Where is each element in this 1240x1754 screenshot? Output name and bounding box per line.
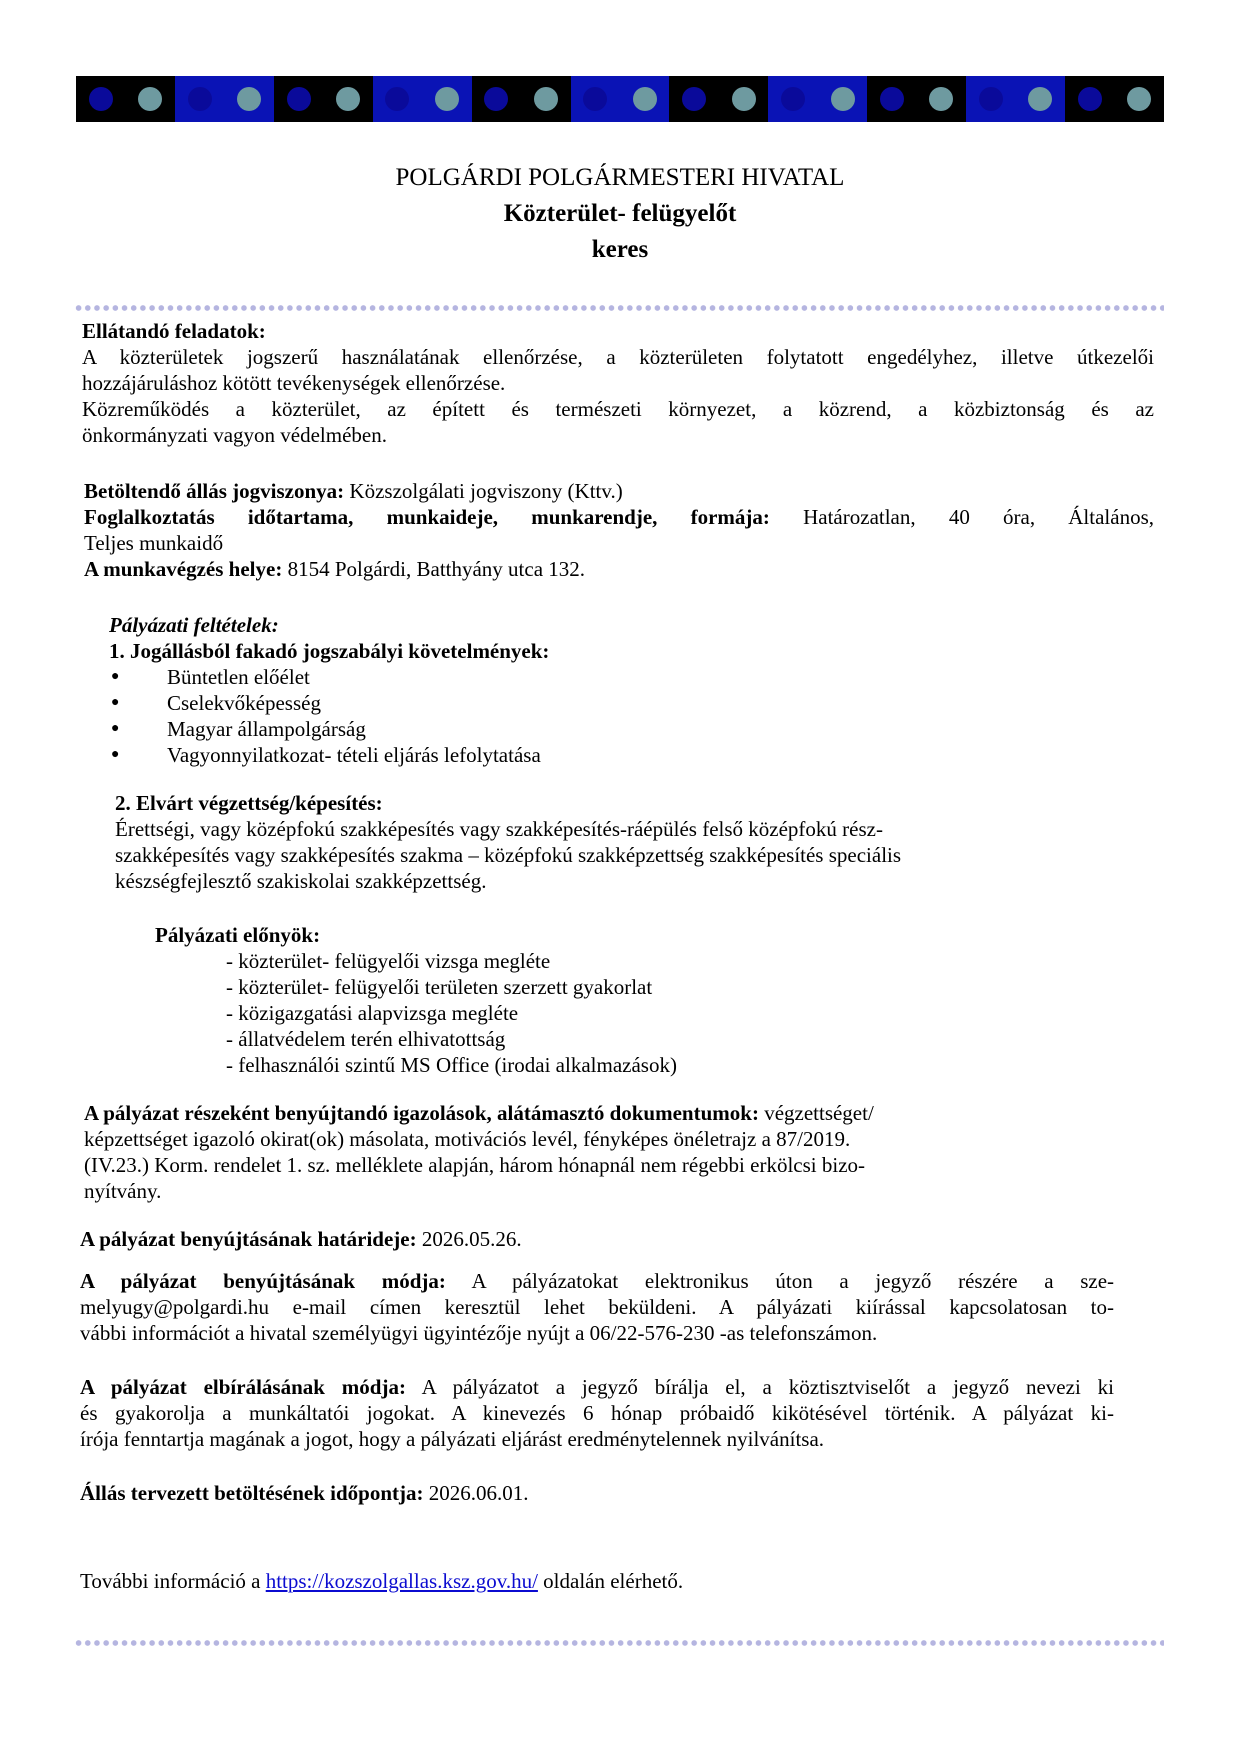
banner-cell: [1115, 76, 1164, 122]
banner-dot: [385, 87, 409, 111]
start-date-label: Állás tervezett betöltésének időpontja:: [80, 1481, 424, 1505]
banner-cell: [422, 76, 471, 122]
bullet-icon: ●: [111, 669, 120, 684]
documents-section: [84, 1100, 1084, 1204]
workplace-row: [84, 556, 1154, 582]
list-item-text: Magyar állampolgárság: [167, 717, 366, 741]
banner-cell: [571, 76, 620, 122]
banner-cell: [966, 76, 1015, 122]
advantage-item: - közterület- felügyelői vizsga megléte: [226, 949, 551, 973]
legal-requirements-heading: 1. Jogállásból fakadó jogszabályi követelmények:: [109, 639, 550, 663]
education-heading: 2. Elvárt végzettség/képesítés:: [115, 791, 383, 815]
banner-cell: [1065, 76, 1114, 122]
banner-dot: [1078, 87, 1102, 111]
banner-dot: [929, 87, 953, 111]
conditions-section: [109, 612, 1109, 768]
evaluation-label: A pályázat elbírálásának módja:: [80, 1375, 406, 1399]
banner-dot: [1028, 87, 1052, 111]
evaluation-section: [80, 1374, 1114, 1452]
advantage-item: - közigazgatási alapvizsga megléte: [226, 1001, 519, 1025]
documents-line: nyítvány.: [84, 1179, 162, 1203]
legal-requirements-list: [109, 664, 1109, 768]
more-info-row: [80, 1568, 1080, 1594]
legal-relationship-value: Közszolgálati jogviszony (Kttv.): [349, 479, 623, 503]
tasks-line: A közterületek jogszerű használatának ellenőrzése, a közterületen folytatott engedélyhez, illetve útkezelői: [82, 345, 1154, 369]
advantages-list: [155, 948, 1055, 1078]
banner-dot: [287, 87, 311, 111]
tasks-heading: Ellátandó feladatok:: [82, 319, 266, 343]
tasks-line: Közreműködés a közterület, az épített és természeti környezet, a közrend, a közbiztonság és az: [82, 397, 1154, 421]
duration-value: Határozatlan, 40 óra, Általános,: [803, 505, 1154, 529]
banner-cell: [274, 76, 323, 122]
start-date-value: 2026.06.01.: [423, 1481, 529, 1505]
banner-cell: [818, 76, 867, 122]
education-line: készségfejlesztő szakiskolai szakképzettség.: [115, 869, 487, 893]
more-info-prefix: További információ a: [80, 1569, 266, 1593]
header-verb: keres: [591, 236, 649, 263]
list-item: [109, 664, 1109, 690]
banner-dot: [880, 87, 904, 111]
banner-cell: [768, 76, 817, 122]
list-item: [109, 716, 1109, 742]
list-item-text: Büntetlen előélet: [167, 665, 310, 689]
documents-value: végzettséget/: [758, 1101, 874, 1125]
legal-relationship-label: Betöltendő állás jogviszonya:: [84, 479, 345, 503]
banner-dot: [633, 87, 657, 111]
banner-dot: [138, 87, 162, 111]
documents-label: A pályázat részeként benyújtandó igazolások, alátámasztó dokumentumok:: [84, 1101, 759, 1125]
banner-dot: [781, 87, 805, 111]
deadline-label: A pályázat benyújtásának határideje:: [80, 1227, 417, 1251]
kozszolgallas-link[interactable]: https://kozszolgallas.ksz.gov.hu/: [265, 1569, 538, 1593]
list-item: [109, 742, 1109, 768]
evaluation-row: [80, 1374, 1114, 1400]
list-item-text: Cselekvőképesség: [167, 691, 321, 715]
advantage-item: - felhasználói szintű MS Office (irodai alkalmazások): [226, 1053, 677, 1077]
banner-cell: [125, 76, 174, 122]
legal-relationship-row: [84, 478, 1154, 504]
start-date-section: [80, 1480, 1080, 1506]
decorative-dot-banner: [76, 76, 1164, 122]
banner-cell: [719, 76, 768, 122]
list-item-text: Vagyonnyilatkozat- tételi eljárás lefolytatása: [167, 743, 541, 767]
advantage-item: - közterület- felügyelői területen szerzett gyakorlat: [226, 975, 653, 999]
banner-dot: [336, 87, 360, 111]
banner-dot: [89, 87, 113, 111]
banner-cell: [472, 76, 521, 122]
bullet-icon: ●: [111, 695, 120, 710]
deadline-value: 2026.05.26.: [416, 1227, 522, 1251]
banner-dot: [534, 87, 558, 111]
banner-cell: [620, 76, 669, 122]
banner-dot: [237, 87, 261, 111]
advantage-item: - állatvédelem terén elhivatottság: [226, 1027, 506, 1051]
more-info-suffix: oldalán elérhető.: [537, 1569, 684, 1593]
banner-cell: [669, 76, 718, 122]
banner-dot: [831, 87, 855, 111]
workplace-value: 8154 Polgárdi, Batthyány utca 132.: [287, 557, 586, 581]
banner-dot: [1127, 87, 1151, 111]
evaluation-line: írója fenntartja magának a jogot, hogy a pályázati eljárást eredménytelennek nyilvánítsa.: [80, 1427, 825, 1451]
banner-dot: [979, 87, 1003, 111]
banner-dot: [435, 87, 459, 111]
banner-cell: [867, 76, 916, 122]
banner-cell: [1016, 76, 1065, 122]
banner-cell: [323, 76, 372, 122]
banner-cell: [76, 76, 125, 122]
banner-dot: [188, 87, 212, 111]
evaluation-line: és gyakorolja a munkáltatói jogokat. A kinevezés 6 hónap próbaidő kikötésével történik. A pályázat ki-: [80, 1401, 1114, 1425]
bullet-icon: ●: [111, 721, 120, 736]
submission-value: A pályázatokat elektronikus úton a jegyző részére a sze-: [445, 1269, 1115, 1293]
submission-line: melyugy@polgardi.hu e-mail címen keresztül lehet beküldeni. A pályázati kiírással kapcsolatosan to-: [80, 1295, 1114, 1319]
dotted-divider-top: [74, 305, 1164, 311]
submission-line: vábbi információt a hivatal személyügyi ügyintézője nyújt a 06/22-576-230 -as telefonszámon.: [80, 1321, 878, 1345]
deadline-section: [80, 1226, 1080, 1252]
tasks-section: [82, 318, 1154, 448]
duration-value-continued: Teljes munkaidő: [84, 531, 224, 555]
position-title: Közterület- felügyelőt: [503, 200, 737, 227]
more-info-section: [80, 1568, 1080, 1594]
documents-row: [84, 1100, 1084, 1126]
banner-cell: [917, 76, 966, 122]
banner-dot: [732, 87, 756, 111]
banner-dot: [583, 87, 607, 111]
banner-cell: [373, 76, 422, 122]
conditions-heading: Pályázati feltételek:: [109, 613, 279, 637]
workplace-label: A munkavégzés helye:: [84, 557, 283, 581]
tasks-line: hozzájáruláshoz kötött tevékenységek ellenőrzése.: [82, 371, 506, 395]
banner-dot: [682, 87, 706, 111]
banner-cell: [224, 76, 273, 122]
dotted-divider-bottom: [74, 1640, 1164, 1646]
deadline-row: [80, 1226, 1080, 1252]
employment-section: [84, 478, 1154, 582]
list-item: [109, 690, 1109, 716]
banner-cell: [521, 76, 570, 122]
submission-label: A pályázat benyújtásának módja:: [80, 1269, 446, 1293]
start-date-row: [80, 1480, 1080, 1506]
advantages-heading: Pályázati előnyök:: [155, 923, 321, 947]
banner-cell: [175, 76, 224, 122]
evaluation-value: A pályázatot a jegyző bírálja el, a köztisztviselőt a jegyző nevezi ki: [405, 1375, 1114, 1399]
banner-dot: [484, 87, 508, 111]
education-line: Érettségi, vagy középfokú szakképesítés vagy szakképesítés-ráépülés felső középfokú rész-: [115, 817, 883, 841]
documents-line: (IV.23.) Korm. rendelet 1. sz. melléklete alapján, három hónapnál nem régebbi erkölcsi bizo-: [84, 1153, 866, 1177]
education-line: szakképesítés vagy szakképesítés szakma – középfokú szakképzettség szakképesítés speciális: [115, 843, 902, 867]
duration-label: Foglalkoztatás időtartama, munkaideje, munkarendje, formája:: [84, 505, 770, 529]
submission-row: [80, 1268, 1114, 1294]
bullet-icon: ●: [111, 747, 120, 762]
duration-row: [84, 504, 1154, 530]
advantages-section: [155, 922, 1055, 1078]
organization-name: POLGÁRDI POLGÁRMESTERI HIVATAL: [395, 164, 845, 191]
submission-section: [80, 1268, 1114, 1346]
page-header: [0, 160, 1240, 268]
documents-line: képzettséget igazoló okirat(ok) másolata, motivációs levél, fényképes önéletrajz a 87/2019.: [84, 1127, 851, 1151]
education-section: [115, 790, 1115, 894]
tasks-line: önkormányzati vagyon védelmében.: [82, 423, 387, 447]
